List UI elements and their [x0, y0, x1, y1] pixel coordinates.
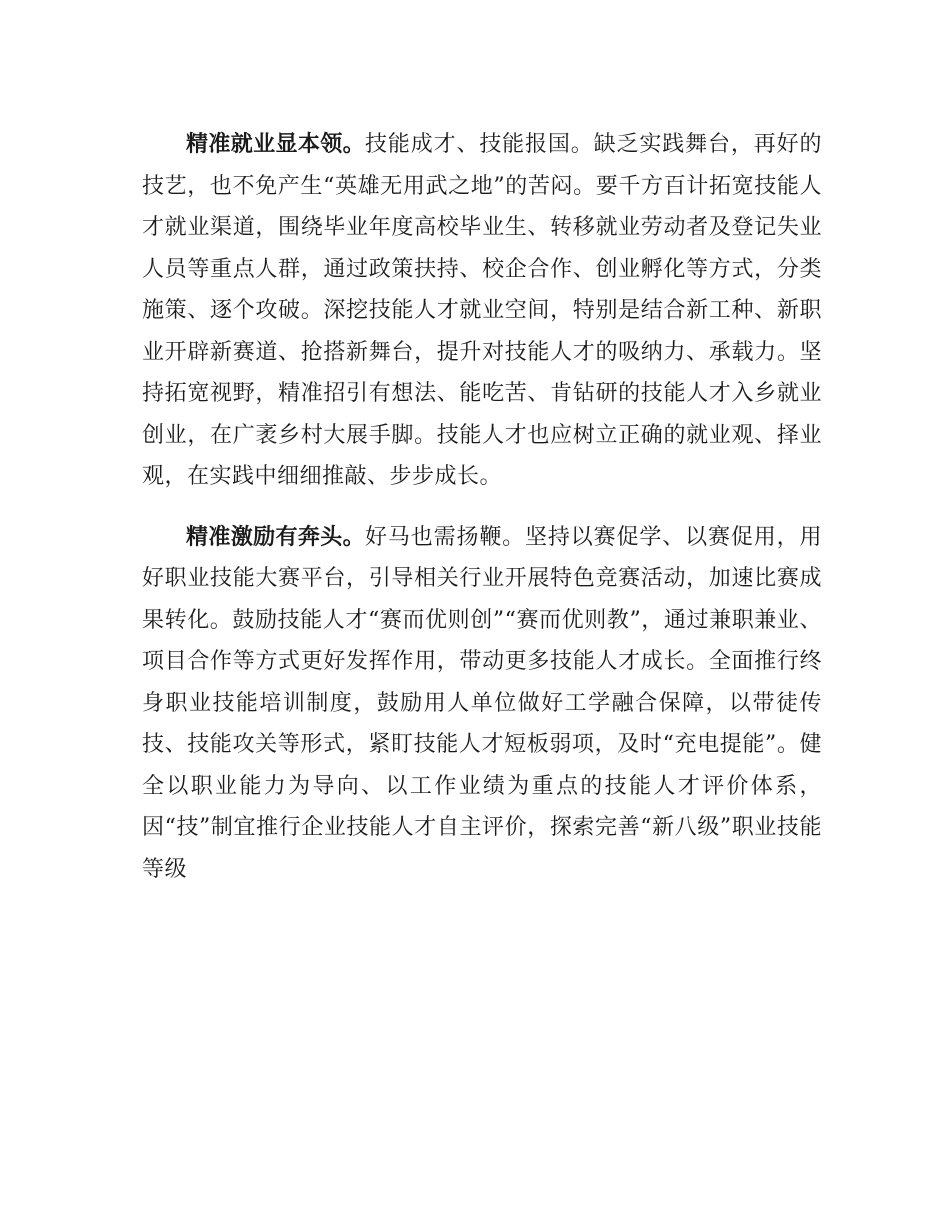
paragraph-text: 技能成才、技能报国。缺乏实践舞台，再好的技艺，也不免产生“英雄无用武之地”的苦闷。要千方百计拓宽技能人才就业渠道，围绕毕业年度高校毕业生、转移就业劳动者及登记失业人员等重点人群，通过政策扶持、校企合作、创业孵化等方式，分类施策、逐个攻破。深挖技能人才就业空间，特别是结合新工种、新职业开辟新赛道、抢搭新舞台，提升对技能人才的吸纳力、承载力。坚持拓宽视野，精准招引有想法、能吃苦、肯钻研的技能人才入乡就业创业，在广袤乡村大展手脚。技能人才也应树立正确的就业观、择业观，在实践中细细推敲、步步成长。: [142, 132, 822, 489]
document-body: [142, 124, 822, 890]
paragraph-lead-heading: 精准激励有奔头。: [186, 524, 365, 550]
paragraph-lead-heading: 精准就业显本领。: [186, 132, 365, 157]
paragraph-precise-incentive: [142, 517, 822, 891]
paragraph-precise-employment: [142, 124, 822, 498]
paragraph-text: 好马也需扬鞭。坚持以赛促学、以赛促用，用好职业技能大赛平台，引导相关行业开展特色竞赛活动，加速比赛成果转化。鼓励技能人才“赛而优则创”“赛而优则教”，通过兼职兼业、项目合作等方式更好发挥作用，带动更多技能人才成长。全面推行终身职业技能培训制度，鼓励用人单位做好工学融合保障，以带徒传技、技能攻关等形式，紧盯技能人才短板弱项，及时“充电提能”。健全以职业能力为导向、以工作业绩为重点的技能人才评价体系，因“技”制宜推行企业技能人才自主评价，探索完善“新八级”职业技能等级: [142, 524, 822, 882]
